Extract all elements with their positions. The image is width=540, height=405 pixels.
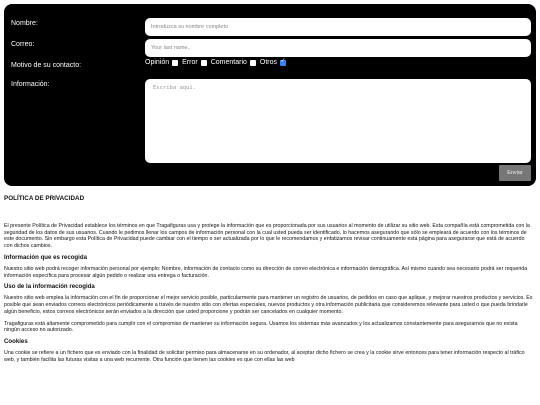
- contact-form: [4, 4, 536, 186]
- name-input[interactable]: Introduzca su nombre completo: [145, 18, 531, 36]
- option-error-checkbox[interactable]: [201, 60, 207, 66]
- reason-options: [145, 59, 290, 66]
- email-input[interactable]: Your last name..: [145, 39, 531, 57]
- section-text-use-of-info: Nuestro sitio web emplea la información con el fin de proporcionar el mejor servicio posible, particularmente para mantener un registro de usuarios, de pedidos en caso que aplique, y mejorar nuestros productos y servicios. Es posible que sean enviados correos electrónicos periódicamente a través de nuestro sitio con ofertas especiales, nuevos productos y otra información publicitaria que consideremos relevante para usted o que pueda brindarle algún beneficio, estos correos electrónicos serán enviados a la dirección que usted proporcione y podrán ser cancelados en cualquier momento.: [4, 295, 533, 315]
- section-text-cookies: Una cookie se refiere a un fichero que es enviado con la finalidad de solicitar permiso para almacenarse en su ordenador, al aceptar dicho fichero se crea y la cookie sirve entonces para tener información respecto al tráfico web, y también facilita las futuras visitas a una web recurrente. Otra función que tienen las cookies es que con ellas las web: [4, 349, 525, 363]
- option-comment-checkbox[interactable]: [250, 60, 256, 66]
- option-opinion-label: Opinión: [145, 59, 170, 66]
- info-label: Información:: [11, 81, 50, 88]
- section-text-collected-info: Nuestro sitio web podrá recoger información personal por ejemplo: Nombre, información de contacto como su dirección de correo electrónica e información demográfica. Así mismo cuando sea necesario podrá ser requerida información específica para procesar algún pedido o realizar una entrega o facturación.: [4, 265, 528, 279]
- policy-intro: El presente Política de Privacidad establece los términos en que Tragafiguras usa y protege la información que es proporcionada por sus usuarios al momento de utilizar su sitio web. Esta compañía está comprometida con la seguridad de los datos de sus usuarios. Cuando le pedimos llenar los campos de información personal con la cual usted pueda ser identificado, lo hacemos asegurando que sólo se empleará de acuerdo con los términos de este documento. Sin embargo esta Política de Privacidad puede cambiar con el tiempo o ser actualizada por lo que le recomendamos y enfatizamos revisar continuamente esta página para asegurarse que está de acuerdo con dichos cambios.: [4, 222, 530, 250]
- reason-label: Motivo de su contacto:: [11, 62, 82, 69]
- section-title-collected-info: Información que es recogida: [4, 253, 87, 261]
- option-other-label: Otros: [259, 59, 278, 66]
- option-opinion-checkbox[interactable]: [172, 60, 178, 66]
- section-text-security: Tragafiguras está altamente comprometido para cumplir con el compromiso de mantener su información segura. Usamos los sistemas más avanzados y los actualizamos constantemente para asegurarnos que no exista ningún acceso no autorizado.: [4, 320, 518, 334]
- option-error-label: Error: [182, 59, 198, 66]
- section-title-cookies: Cookies: [4, 338, 28, 346]
- submit-button[interactable]: Enviar: [499, 165, 531, 181]
- privacy-policy: [4, 196, 534, 364]
- policy-title: POLÍTICA DE PRIVACIDAD: [4, 195, 85, 202]
- info-textarea[interactable]: Escriba aquí.: [145, 79, 531, 163]
- email-label: Correo:: [11, 41, 35, 48]
- option-comment-label: Comentario: [210, 59, 247, 66]
- name-label: Nombre:: [11, 20, 38, 27]
- section-title-use-of-info: Uso de la información recogida: [4, 283, 95, 291]
- option-other-checkbox[interactable]: [280, 60, 286, 66]
